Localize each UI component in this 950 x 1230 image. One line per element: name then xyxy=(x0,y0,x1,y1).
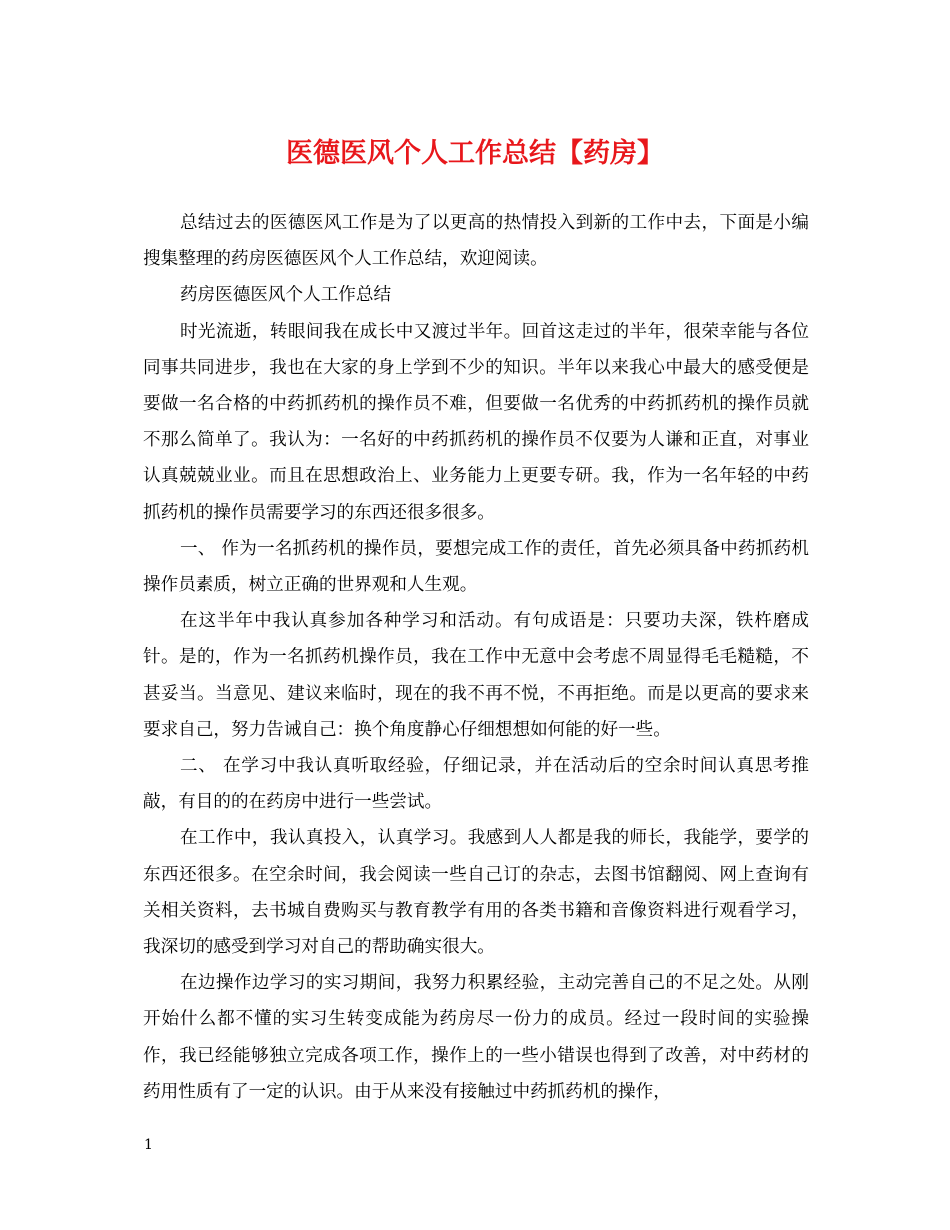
numbered-point-one: 一、 作为一名抓药机的操作员，要想完成工作的责任，首先必须具备中药抓药机操作员素质，树立正确的世界观和人生观。 xyxy=(143,538,809,596)
section-heading: 药房医德医风个人工作总结 xyxy=(179,285,392,306)
body-paragraph: 在边操作边学习的实习期间，我努力积累经验，主动完善自己的不足之处。从刚开始什么都不懂的实习生转变成能为药房尽一份力的成员。经过一段时间的实验操作，我已经能够独立完成各项工作，操作上的一些小错误也得到了改善，对中药材的药用性质有了一定的认识。由于从来没有接触过中药抓药机的操作， xyxy=(143,973,809,1102)
intro-paragraph: 总结过去的医德医风工作是为了以更高的热情投入到新的工作中去，下面是小编搜集整理的药房医德医风个人工作总结，欢迎阅读。 xyxy=(143,213,809,270)
document-body xyxy=(143,205,809,1110)
body-paragraph: 时光流逝，转眼间我在成长中又渡过半年。回首这走过的半年，很荣幸能与各位同事共同进步，我也在大家的身上学到不少的知识。半年以来我心中最大的感受便是要做一名合格的中药抓药机的操作员不难，但要做一名优秀的中药抓药机的操作员就不那么简单了。我认为：一名好的中药抓药机的操作员不仅要为人谦和正直，对事业认真兢兢业业。而且在思想政治上、业务能力上更要专研。我，作为一名年轻的中药抓药机的操作员需要学习的东西还很多很多。 xyxy=(143,321,809,523)
body-paragraph: 在这半年中我认真参加各种学习和活动。有句成语是：只要功夫深，铁杵磨成针。是的，作为一名抓药机操作员，我在工作中无意中会考虑不周显得毛毛糙糙，不甚妥当。当意见、建议来临时，现在的我不再不悦，不再拒绝。而是以更高的要求来要求自己，努力告诫自己：换个角度静心仔细想想如何能的好一些。 xyxy=(143,611,809,740)
page-number: 1 xyxy=(144,1137,153,1153)
numbered-point-two: 二、 在学习中我认真听取经验，仔细记录，并在活动后的空余时间认真思考推敲，有目的的在药房中进行一些尝试。 xyxy=(143,756,809,813)
document-title: 医德医风个人工作总结【药房】 xyxy=(286,138,664,169)
body-paragraph: 在工作中，我认真投入，认真学习。我感到人人都是我的师长，我能学，要学的东西还很多。在空余时间，我会阅读一些自己订的杂志，去图书馆翻阅、网上查询有关相关资料，去书城自费购买与教育教学有用的各类书籍和音像资料进行观看学习，我深切的感受到学习对自己的帮助确实很大。 xyxy=(143,828,809,958)
